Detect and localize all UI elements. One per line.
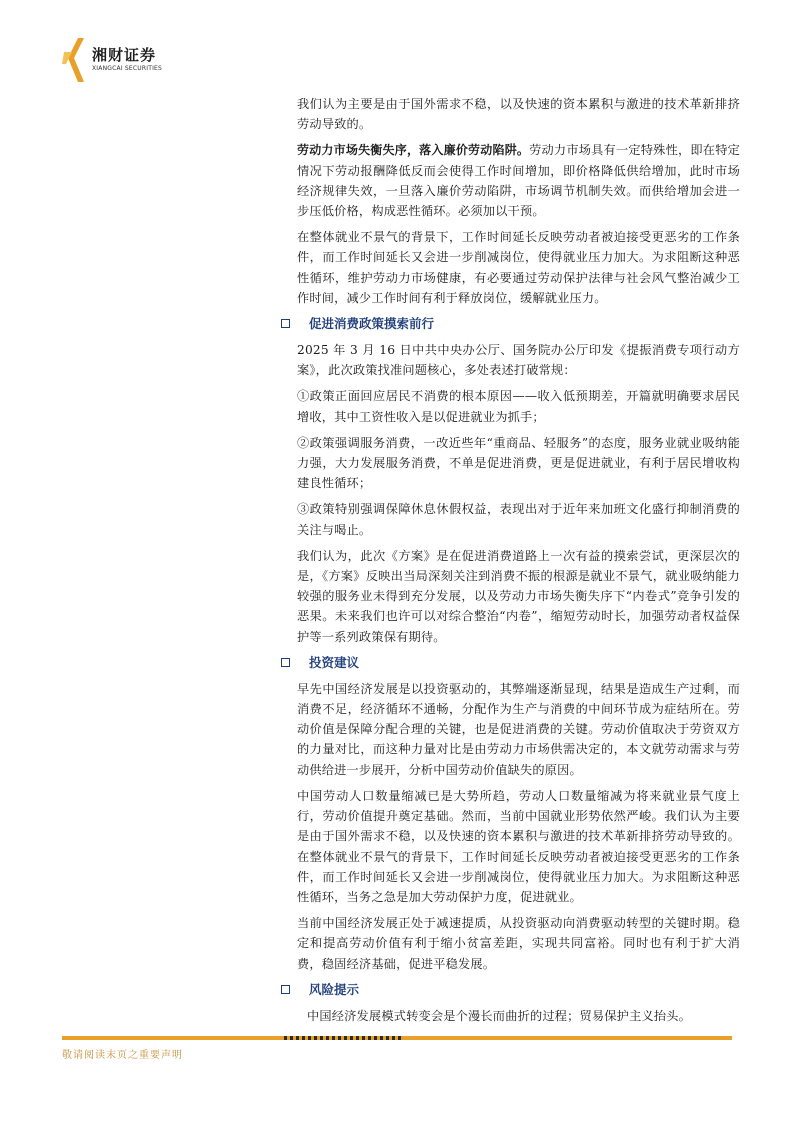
company-logo [62,38,182,82]
section-heading [297,653,740,675]
paragraph: 中国劳动人口数量缩减已是大势所趋，劳动人口数量缩减为将来就业景气度上行，劳动价值提升奠定基础。然而，当前中国就业形势依然严峻。我们认为主要是由于国外需求不稳，以及快速的资本累积与激进的技术革新排挤劳动导致的。在整体就业不景气的背景下，工作时间延长反映劳动者被迫接受更恶劣的工作条件，而工作时间延长又会进一步削减岗位，使得就业压力加大。为求阻断这种恶性循环，当务之急是加大劳动保护力度，促进就业。 [297,788,740,904]
paragraph: 中国经济发展模式转变会是个漫长而曲折的过程；贸易保护主义抬头。 [307,1008,692,1023]
logo-english-name: XIANGCAI SECURITIES [92,65,163,72]
paragraph: ②政策强调服务消费，一改近些年“重商品、轻服务”的态度，服务业就业吸纳能力强，大力发展服务消费，不单是促进消费，更是促进就业，有利于居民增收构建良性循环； [297,435,740,491]
paragraph: 当前中国经济发展正处于减速提质，从投资驱动向消费驱动转型的关键时期。稳定和提高劳动价值有利于缩小贫富差距，实现共同富裕。同时也有利于扩大消费，稳固经济基础，促进平稳发展。 [297,916,740,971]
paragraph-text: 劳动力市场具有一定特殊性，即在特定情况下劳动报酬降低反而会使得工作时间增加，即价格降低供给增加，此时市场经济规律失效，一旦落入廉价劳动陷阱，市场调节机制失效。而供给增加会进一步压低价格，构成恶性循环。必须加以干预。 [297,143,740,219]
logo-mark-icon [62,38,90,82]
checkbox-bullet-icon [281,658,290,667]
checkbox-bullet-icon [281,985,290,994]
section-title: 风险提示 [309,981,360,997]
paragraph-lead: 劳动力市场失衡失序，落入廉价劳动陷阱。 [297,143,530,158]
paragraph [297,140,740,221]
paragraph: 2025 年 3 月 16 日中共中央办公厅、国务院办公厅印发《提振消费专项行动方案》，此次政策找准问题核心，多处表述打破常规： [297,343,740,378]
paragraph: 在整体就业不景气的背景下，工作时间延长反映劳动者被迫接受更恶劣的工作条件，而工作时间延长又会进一步削减岗位，使得就业压力加大。为求阻断这种恶性循环，维护劳动力市场健康，有必要通过劳动保护法律与社会风气整治减少工作时间，减少工作时间有利于释放岗位，缓解就业压力。 [297,230,740,305]
checkbox-bullet-icon [281,319,290,328]
footer-divider [62,1036,732,1040]
section-title: 投资建议 [309,654,360,670]
paragraph: ③政策特别强调保障休息休假权益，表现出对于近年来加班文化盛行抑制消费的关注与喝止。 [297,502,740,537]
paragraph: 我们认为，此次《方案》是在促进消费道路上一次有益的摸索尝试，更深层次的是，《方案》反映出当局深刻关注到消费不振的根源是就业不景气，就业吸纳能力较强的服务业未得到充分发展，以及劳动力市场失衡失序下“内卷式”竞争引发的恶果。未来我们也许可以对综合整治“内卷”，缩短劳动时长，加强劳动者权益保护等一系列政策保有期待。 [297,548,740,644]
paragraph: 早先中国经济发展是以投资驱动的，其弊端逐渐显现，结果是造成生产过剩，而消费不足，经济循环不通畅，分配作为生产与消费的中间环节成为症结所在。劳动价值是保障分配合理的关键，也是促进消费的关键。劳动价值取决于劳资双方的力量对比，而这种力量对比是由劳动力市场供需决定的，本文就劳动需求与劳动供给进一步展开，分析中国劳动价值缺失的原因。 [297,681,740,777]
paragraph: ①政策正面回应居民不消费的根本原因——收入低预期差，开篇就明确要求居民增收，其中工资性收入是以促进就业为抓手； [297,389,740,424]
section-heading [297,314,740,336]
report-body [297,94,740,1032]
section-heading [297,980,740,1002]
section-title: 促进消费政策摸索前行 [309,316,435,332]
footer-disclaimer: 敬请阅读末页之重要声明 [62,1050,183,1061]
logo-chinese-name: 湘财证券 [92,46,157,64]
paragraph: 我们认为主要是由于国外需求不稳，以及快速的资本累积与激进的技术革新排挤劳动导致的。 [297,97,740,132]
